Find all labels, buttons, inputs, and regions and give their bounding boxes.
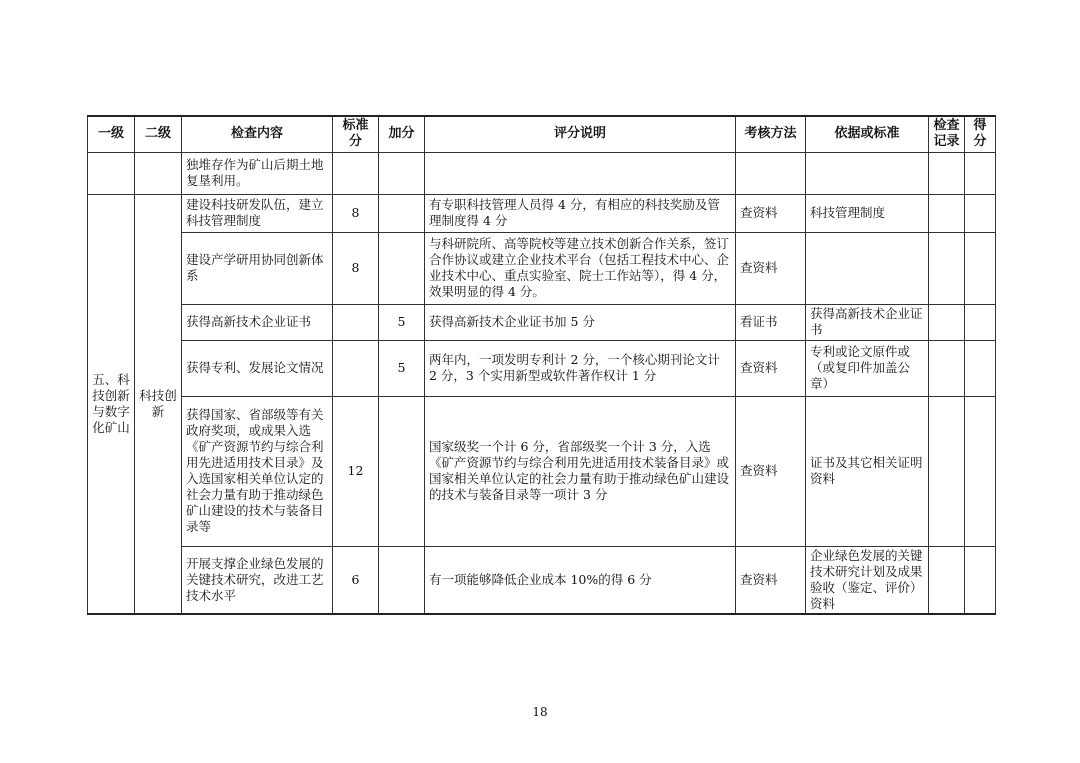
cell-bonus xyxy=(379,396,425,546)
cell-record xyxy=(929,396,965,546)
level2-category: 科技创新 xyxy=(135,194,182,614)
cell-score xyxy=(965,340,996,396)
cell-bonus xyxy=(379,546,425,614)
header-level1: 一级 xyxy=(88,116,135,152)
cell-basis: 证书及其它相关证明资料 xyxy=(806,396,929,546)
table-row xyxy=(88,232,996,304)
cell-score xyxy=(965,194,996,232)
cell-basis: 科技管理制度 xyxy=(806,194,929,232)
table-row xyxy=(88,396,996,546)
header-row xyxy=(88,116,996,152)
cell-explanation: 与科研院所、高等院校等建立技术创新合作关系，签订合作协议或建立企业技术平台（包括工程技术中心、企业技术中心、重点实验室、院士工作站等），得 4 分，效果明显的得 4 分。 xyxy=(425,232,736,304)
cell-bonus xyxy=(379,194,425,232)
header-standard-score: 标准分 xyxy=(333,116,379,152)
cell-explanation: 有一项能够降低企业成本 10%的得 6 分 xyxy=(425,546,736,614)
table-row-continued xyxy=(88,152,996,194)
table-row xyxy=(88,194,996,232)
assessment-table xyxy=(87,115,996,615)
header-record: 检查记录 xyxy=(929,116,965,152)
cell-bonus xyxy=(379,232,425,304)
cell-method xyxy=(736,152,806,194)
cell-basis xyxy=(806,152,929,194)
header-explanation: 评分说明 xyxy=(425,116,736,152)
cell-level2 xyxy=(135,152,182,194)
cell-method: 查资料 xyxy=(736,194,806,232)
cell-method: 查资料 xyxy=(736,232,806,304)
cell-record xyxy=(929,340,965,396)
cell-explanation: 有专职科技管理人员得 4 分，有相应的科技奖励及管理制度得 4 分 xyxy=(425,194,736,232)
cell-explanation: 两年内，一项发明专利计 2 分，一个核心期刊论文计 2 分，3 个实用新型或软件著作权计 1 分 xyxy=(425,340,736,396)
header-level2: 二级 xyxy=(135,116,182,152)
cell-method: 查资料 xyxy=(736,340,806,396)
cell-bonus: 5 xyxy=(379,304,425,340)
cell-standard xyxy=(333,152,379,194)
level1-category: 五、科技创新与数字化矿山 xyxy=(88,194,135,614)
cell-standard xyxy=(333,340,379,396)
cell-explanation: 获得高新技术企业证书加 5 分 xyxy=(425,304,736,340)
cell-content: 开展支撑企业绿色发展的关键技术研究，改进工艺技术水平 xyxy=(182,546,333,614)
table-row xyxy=(88,546,996,614)
cell-basis: 专利或论文原件或（或复印件加盖公章） xyxy=(806,340,929,396)
cell-record xyxy=(929,194,965,232)
header-basis: 依据或标准 xyxy=(806,116,929,152)
cell-record xyxy=(929,152,965,194)
cell-standard: 12 xyxy=(333,396,379,546)
cell-content: 建设科技研发队伍，建立科技管理制度 xyxy=(182,194,333,232)
cell-content: 建设产学研用协同创新体系 xyxy=(182,232,333,304)
cell-basis: 企业绿色发展的关键技术研究计划及成果验收（鉴定、评价）资料 xyxy=(806,546,929,614)
cell-score xyxy=(965,546,996,614)
cell-record xyxy=(929,232,965,304)
header-content: 检查内容 xyxy=(182,116,333,152)
cell-standard: 8 xyxy=(333,232,379,304)
cell-bonus xyxy=(379,152,425,194)
cell-explanation xyxy=(425,152,736,194)
cell-content: 独堆存作为矿山后期土地复垦利用。 xyxy=(182,152,333,194)
cell-record xyxy=(929,304,965,340)
cell-score xyxy=(965,304,996,340)
cell-method: 查资料 xyxy=(736,396,806,546)
header-method: 考核方法 xyxy=(736,116,806,152)
cell-standard: 6 xyxy=(333,546,379,614)
header-score: 得分 xyxy=(965,116,996,152)
table-row xyxy=(88,340,996,396)
cell-basis: 获得高新技术企业证书 xyxy=(806,304,929,340)
cell-level1 xyxy=(88,152,135,194)
cell-score xyxy=(965,232,996,304)
cell-standard xyxy=(333,304,379,340)
cell-basis xyxy=(806,232,929,304)
cell-bonus: 5 xyxy=(379,340,425,396)
page-number: 18 xyxy=(532,705,548,719)
cell-standard: 8 xyxy=(333,194,379,232)
cell-score xyxy=(965,396,996,546)
cell-content: 获得高新技术企业证书 xyxy=(182,304,333,340)
cell-score xyxy=(965,152,996,194)
cell-explanation: 国家级奖一个计 6 分，省部级奖一个计 3 分，入选《矿产资源节约与综合利用先进适用技术装备目录》或国家相关单位认定的社会力量有助于推动绿色矿山建设的技术与装备目录等一项计 3 分 xyxy=(425,396,736,546)
cell-method: 查资料 xyxy=(736,546,806,614)
header-bonus: 加分 xyxy=(379,116,425,152)
cell-record xyxy=(929,546,965,614)
cell-content: 获得国家、省部级等有关政府奖项，或成果入选《矿产资源节约与综合利用先进适用技术目录》及入选国家相关单位认定的社会力量有助于推动绿色矿山建设的技术与装备目录等 xyxy=(182,396,333,546)
table-row xyxy=(88,304,996,340)
cell-method: 看证书 xyxy=(736,304,806,340)
cell-content: 获得专利、发展论文情况 xyxy=(182,340,333,396)
